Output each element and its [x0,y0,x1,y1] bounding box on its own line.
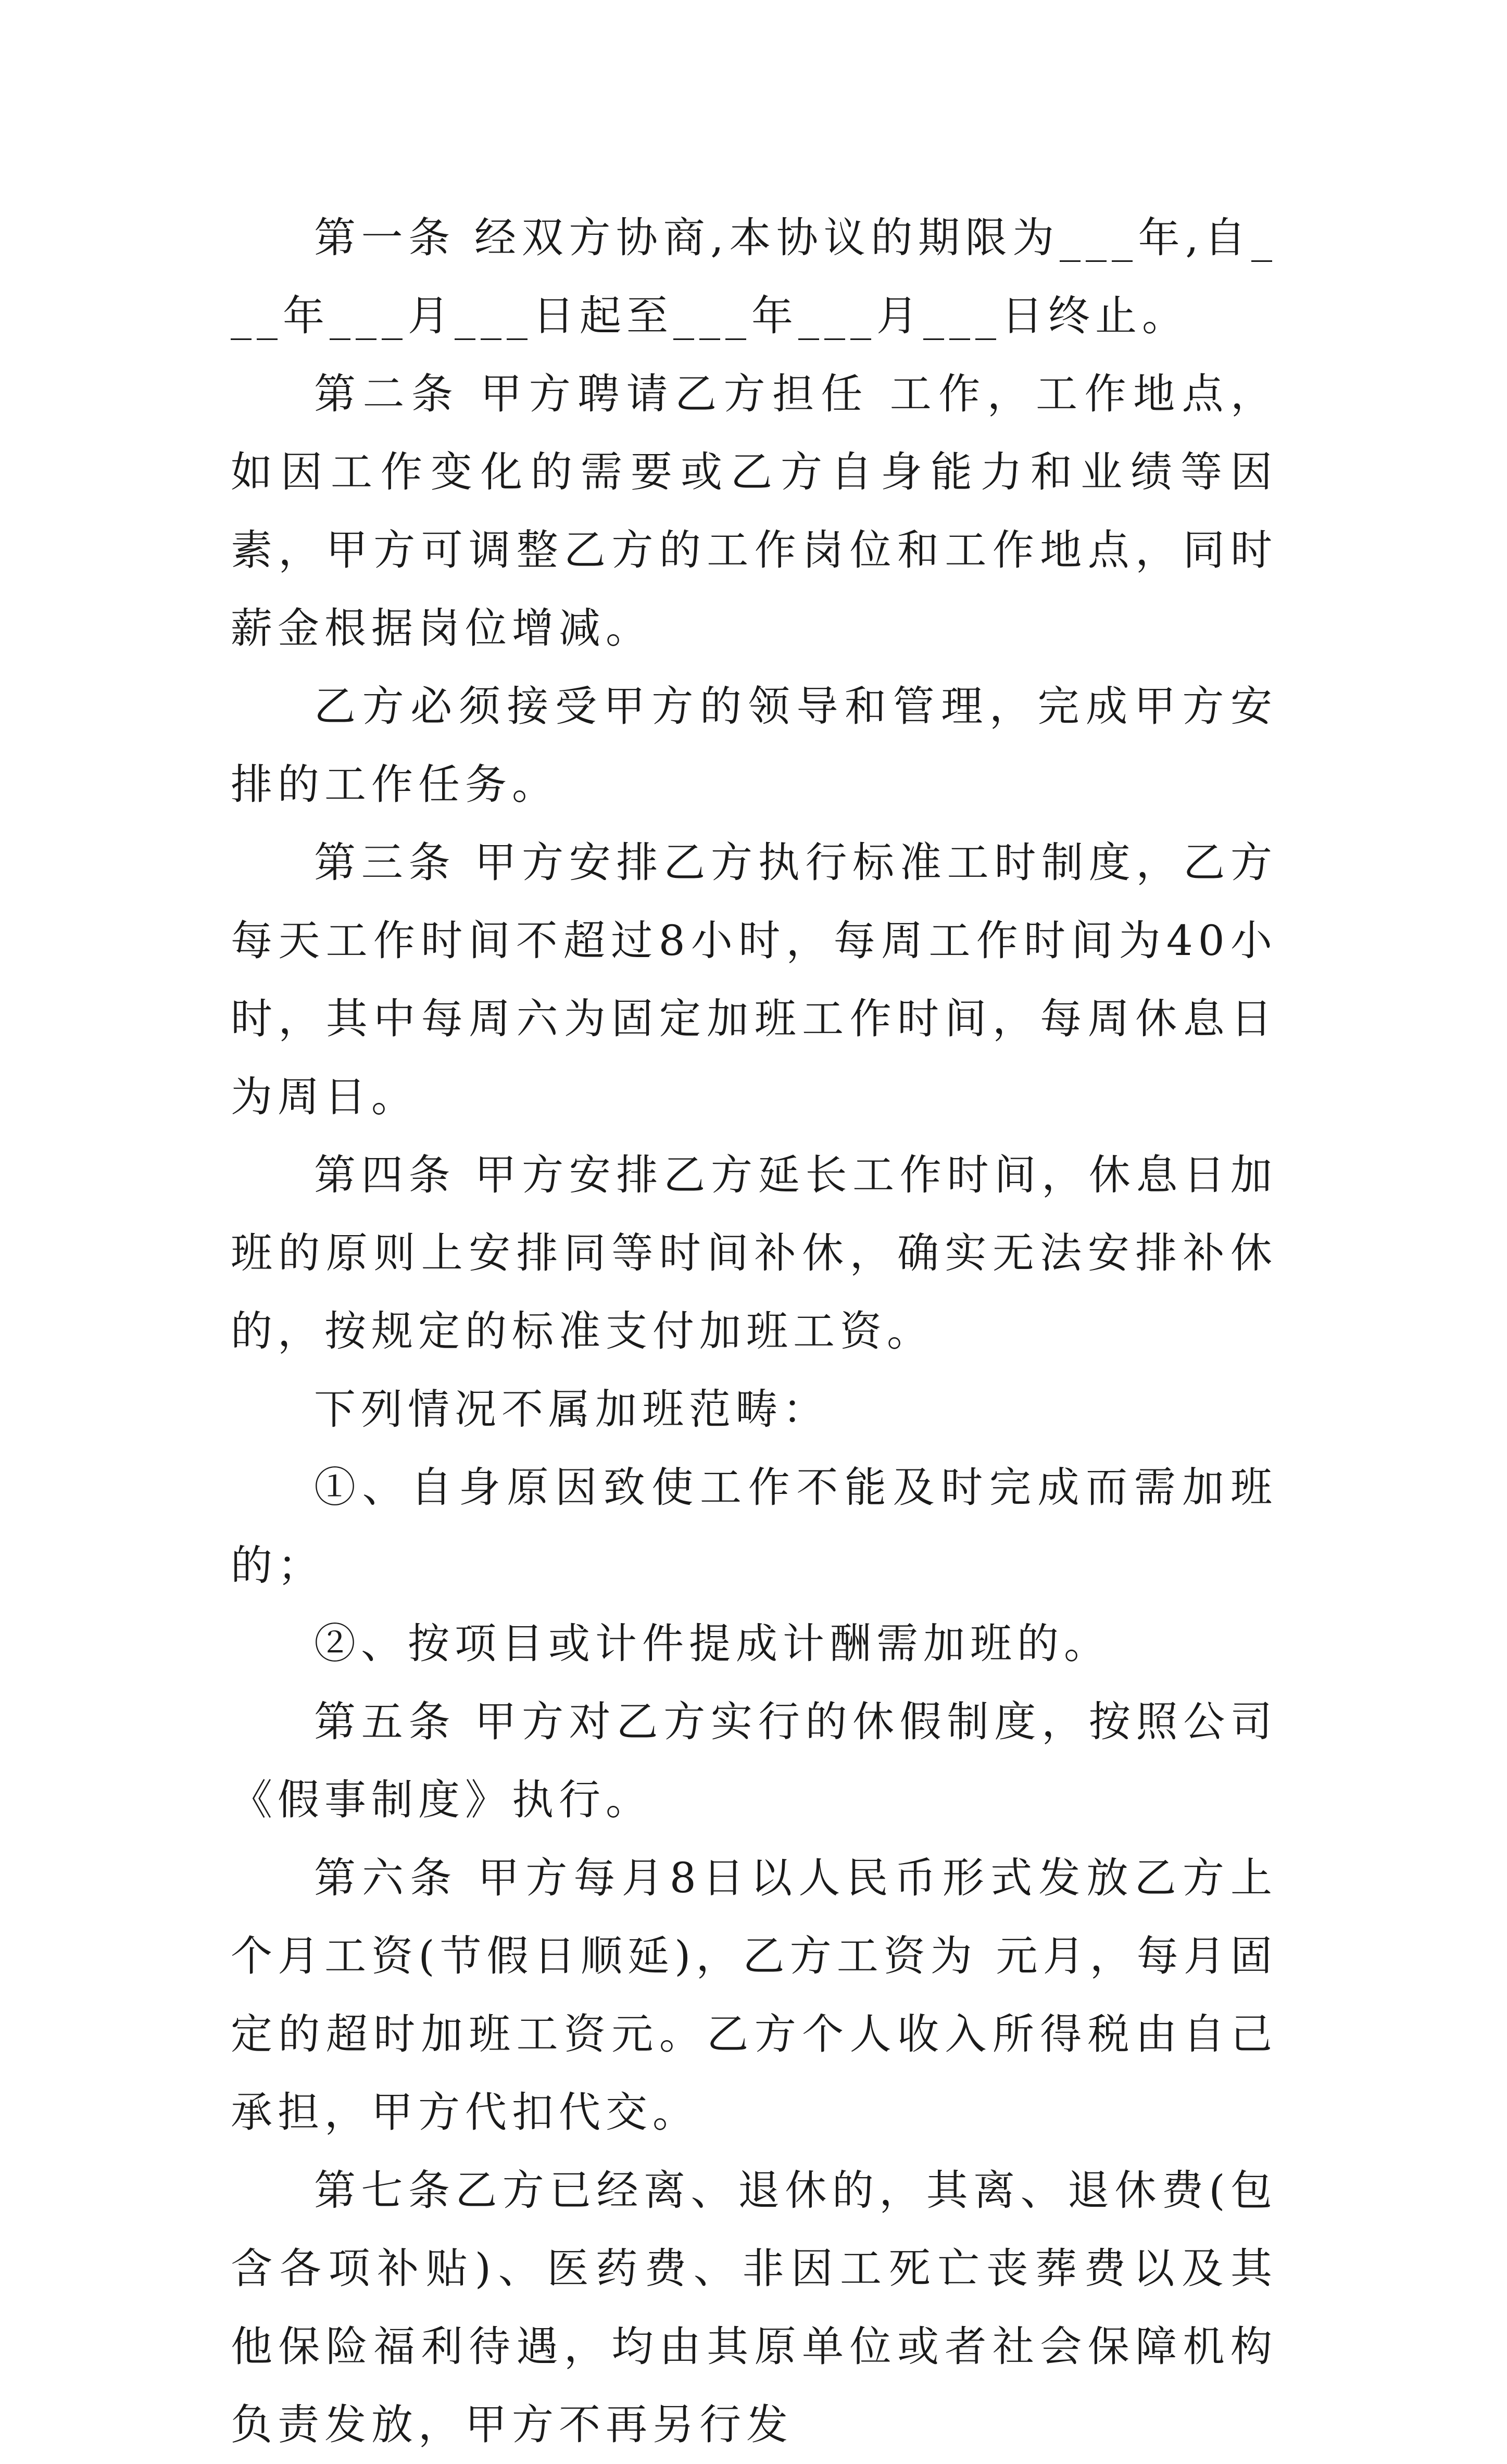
exclusion-item-2: ②、按项目或计件提成计酬需加班的。 [314,1619,1111,1668]
article-5-paragraph: 第五条 甲方对乙方实行的休假制度，按照公司《假事制度》执行。 [231,1698,1277,1824]
document-body [231,199,1277,2464]
article-6-paragraph: 第六条 甲方每月8日以人民币形式发放乙方上个月工资(节假日顺延)，乙方工资为 元月，每月固定的超时加班工资元。乙方个人收入所得税由自己承担，甲方代扣代交。 [231,1854,1277,2136]
article-4-paragraph: 第四条 甲方安排乙方延长工作时间，休息日加班的原则上安排同等时间补休，确实无法安排补休的，按规定的标准支付加班工资。 [231,1151,1277,1355]
article-3-paragraph: 第三条 甲方安排乙方执行标准工时制度，乙方每天工作时间不超过8小时，每周工作时间为40小时，其中每周六为固定加班工作时间，每周休息日为周日。 [231,838,1277,1121]
article-1-paragraph: 第一条 经双方协商,本协议的期限为___年,自___年___月___日起至___年___月___日终止。 [231,213,1277,340]
article-7-paragraph: 第七条乙方已经离、退休的，其离、退休费(包含各项补贴)、医药费、非因工死亡丧葬费以及其他保险福利待遇，均由其原单位或者社会保障机构负责发放，甲方不再另行发 [231,2166,1277,2449]
exclusion-item-1: ①、自身原因致使工作不能及时完成而需加班的； [231,1463,1277,1590]
overtime-exclusions-heading: 下列情况不属加班范畴： [314,1385,830,1434]
article-2-paragraph: 第二条 甲方聘请乙方担任 工作，工作地点，如因工作变化的需要或乙方自身能力和业绩等因素，甲方可调整乙方的工作岗位和工作地点，同时薪金根据岗位增减。 [231,370,1277,652]
obedience-paragraph: 乙方必须接受甲方的领导和管理，完成甲方安排的工作任务。 [231,682,1277,809]
